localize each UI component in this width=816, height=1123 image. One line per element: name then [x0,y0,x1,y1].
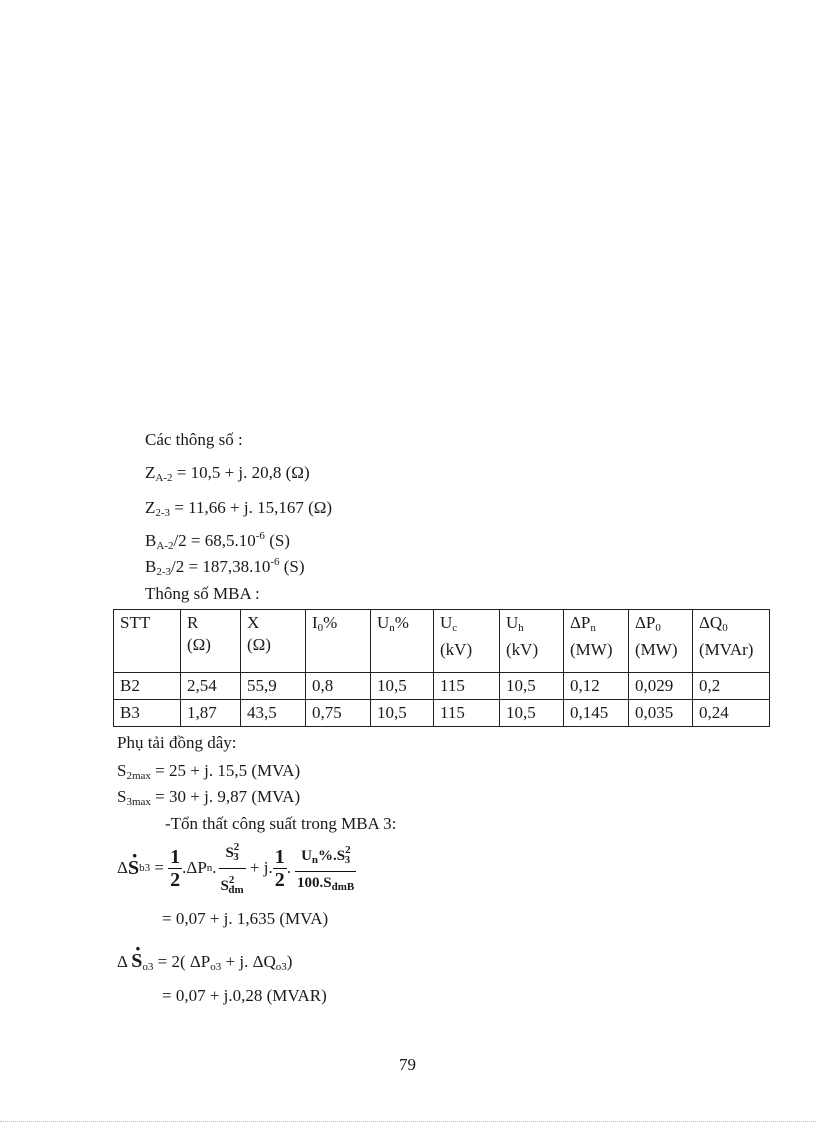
frac-den-s: S [220,877,229,894]
param-exp: -6 [255,530,265,542]
eq-delta: Δ [117,858,128,877]
eq-sub: o3 [142,961,154,973]
table-cell: 0,75 [306,700,371,727]
eq-delta: Δ [117,952,127,971]
table-cell: 0,145 [564,700,629,727]
header-label: ΔP [570,613,591,632]
param-sub: 2-3 [156,566,172,578]
header-label: U [440,613,453,632]
eq-q-sub: o3 [275,961,287,973]
param-z-a2 [145,463,310,484]
header-unit: (MVAr) [699,640,754,659]
eq-s-dot: · S [131,950,142,972]
header-sub: 0 [722,622,728,634]
equation-b3 [117,840,356,896]
header-x [241,610,306,673]
param-b-23 [145,556,305,578]
header-i0 [306,610,371,673]
eq-dot: . [212,858,217,877]
frac-num-mid: %.S [318,847,346,864]
frac-num-u-sub: n [311,853,319,866]
header-uh [500,610,564,673]
frac-den-sub: đm [228,883,244,896]
page-number: 79 [399,1055,416,1074]
header-label: U [506,613,519,632]
eq-dp-sub: n [206,862,213,874]
header-uc [434,610,500,673]
eq-plus-j: + j. [245,858,273,877]
param-expr: = 10,5 + j. 20,8 (Ω) [172,463,310,482]
table-cell: 10,5 [371,700,434,727]
table-cell: 1,87 [181,700,241,727]
frac-den: 2 [170,868,181,891]
load-expr: = 30 + j. 9,87 (MVA) [150,787,301,806]
param-name: B [145,531,157,550]
param-sub: A-2 [155,472,173,484]
frac-num: 1 [170,845,181,868]
eq-p-sub: o3 [210,961,222,973]
eq-dot-2: . [286,858,291,877]
param-z-23 [145,498,332,519]
eq2-result: = 0,07 + j.0,28 (MVAR) [162,986,327,1005]
eq1-result: = 0,07 + j. 1,635 (MVA) [162,909,329,928]
table-cell: 43,5 [241,700,306,727]
frac-num-sub2: 3 [344,853,351,866]
load-s2 [117,761,300,782]
header-label: U [377,613,390,632]
header-unit: (kV) [506,640,539,659]
frac-num [295,839,356,872]
load-s3 [117,787,300,808]
header-unit: (MW) [635,640,678,659]
eq-half-fraction-2 [273,846,287,891]
frac-den: 2 [274,868,285,891]
header-un [371,610,434,673]
header-stt [114,610,181,673]
param-exp: -6 [270,556,280,568]
equation-o3 [117,950,292,973]
frac-num-sub: 3 [233,850,239,863]
frac-den-sub: đmB [331,880,355,893]
param-name: Z [145,463,156,482]
eq-equals: = [150,858,169,877]
load-expr: = 25 + j. 15,5 (MVA) [150,761,301,780]
header-suffix: % [394,613,409,632]
header-suffix: % [323,613,338,632]
param-name: Z [145,498,156,517]
frac-num-u: U [301,847,312,864]
header-dpn [564,610,629,673]
eq-s-dot: · S [128,857,139,880]
header-unit: (kV) [440,640,473,659]
load-name: S [117,761,127,780]
table-cell: 0,24 [693,700,770,727]
header-sub: 0 [655,622,661,634]
table-row [114,700,770,727]
mba-table [113,609,770,727]
table-cell: 55,9 [241,673,306,700]
table-cell: 0,8 [306,673,371,700]
param-expr: = 11,66 + j. 15,167 (Ω) [170,498,333,517]
header-label: ΔP [635,613,656,632]
table-cell: 0,12 [564,673,629,700]
load-sub: 3max [126,796,151,808]
frac-den-sup: 2 [228,873,235,886]
table-cell: 0,029 [629,673,693,700]
param-post: (S) [264,531,290,550]
table-cell: B3 [114,700,181,727]
header-dq0 [693,610,770,673]
param-pre: /2 = 187,38.10 [171,557,271,576]
eq-dp: .ΔP [182,858,207,877]
header-sub: h [518,622,524,634]
eq-half-fraction [168,846,182,891]
frac-num-sup: 2 [233,840,240,853]
param-sub: A-2 [156,540,174,552]
mba-title: Thông số MBA : [145,584,260,603]
load-name: S [117,787,127,806]
header-label: ΔQ [699,613,723,632]
table-cell: B2 [114,673,181,700]
table-cell: 10,5 [500,673,564,700]
header-label: X [247,613,260,632]
param-sub: 2-3 [155,507,171,519]
header-sub: n [389,622,395,634]
eq-mid: + j. ΔQ [221,952,276,971]
table-cell: 115 [434,673,500,700]
param-name: B [145,557,157,576]
eq-u-fraction [295,839,356,898]
header-label: R [187,613,199,632]
param-b-a2 [145,530,290,552]
frac-num-sup: 2 [345,843,351,856]
header-dp0 [629,610,693,673]
header-sub: 0 [317,622,324,634]
table-row [114,673,770,700]
eq-sub: b3 [139,862,151,874]
header-unit: (Ω) [247,635,271,654]
header-label: I [312,613,318,632]
frac-den-text: 100.S [296,874,332,891]
eq-body: = 2( ΔP [153,952,211,971]
table-header-row [114,610,770,673]
param-pre: /2 = 68,5.10 [173,531,256,550]
bottom-divider [0,1121,816,1122]
table-cell: 10,5 [500,700,564,727]
load-sub: 2max [126,770,151,782]
table-cell: 10,5 [371,673,434,700]
load-title: Phụ tải đồng dây: [117,733,237,752]
table-cell: 0,035 [629,700,693,727]
header-r [181,610,241,673]
header-unit: (Ω) [187,635,211,654]
frac-den [219,869,246,901]
loss-title: -Tổn thất công suất trong MBA 3: [165,814,397,833]
table-cell: 115 [434,700,500,727]
table-cell: 2,54 [181,673,241,700]
header-sub: c [452,622,458,634]
header-label: STT [120,613,151,632]
frac-num [219,836,246,869]
eq-s-fraction [219,836,246,901]
frac-num-s: S [225,844,234,861]
params-intro: Các thông số : [145,430,243,449]
table-cell: 0,2 [693,673,770,700]
frac-num: 1 [274,845,285,868]
eq-end: ) [286,952,293,971]
param-post: (S) [279,557,305,576]
header-unit: (MW) [570,640,613,659]
header-sub: n [590,622,596,634]
frac-den [295,872,356,898]
